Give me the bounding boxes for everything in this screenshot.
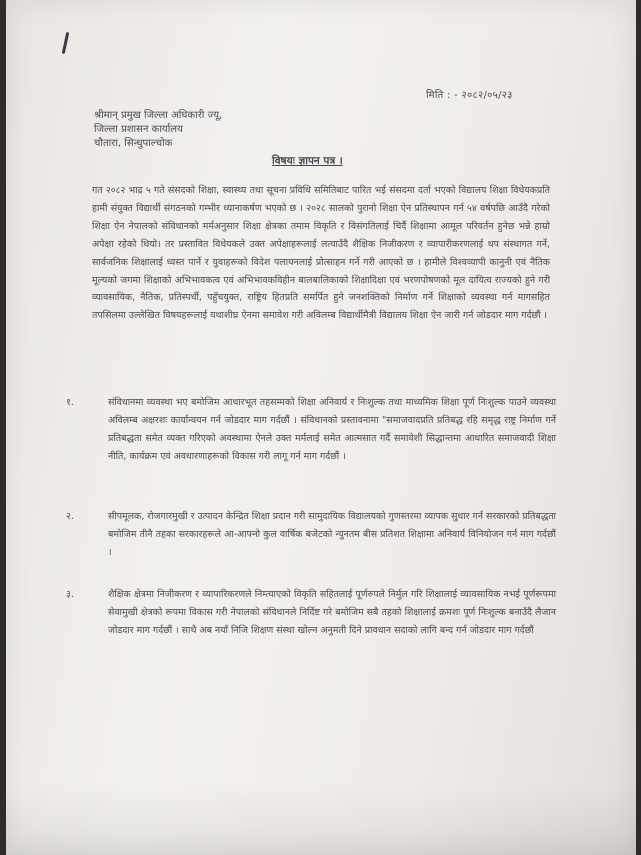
letter-date: मिति : - २०८२/०५/२३	[426, 90, 513, 101]
item-text: संविधानमा व्यवस्था भए बमोजिम आधारभूत तहसम्मको शिक्षा अनिवार्य र निःशुल्क तथा माध्यमिक शिक्षा पूर्ण निःशुल्क पाउने व्यवस्था अविलम्ब अक्षरशः कार्यान्वयन गर्न जोडदार माग गर्दछौं । संविधानको प्रस्तावनामा "समाजवादप्रति प्रतिबद्ध रहि समृद्ध राष्ट्र निर्माण गर्ने प्रतिबद्धता समेत व्यक्त गरिएको अवस्थामा ऐनले उक्त मर्मलाई समेत आत्मसात गर्दै समावेशी सिद्धान्तमा आधारित समाजवादी शिक्षा नीति, कार्यक्रम एवं अवधारणाहरूको विकास गरी लागू गर्न माग गर्दछौं ।	[108, 397, 556, 462]
recipient-office: जिल्ला प्रशासन कार्यालय	[94, 124, 183, 135]
recipient-location: चौतारा, सिन्धुपाल्चोक	[94, 138, 173, 149]
recipient-title: श्रीमान् प्रमुख जिल्ला अधिकारी ज्यू,	[94, 110, 223, 121]
letter-page	[6, 0, 636, 855]
paper-shadow	[6, 785, 636, 855]
letter-subject: विषयः ज्ञापन पत्र ।	[272, 155, 343, 167]
item-text: सीपमूलक, रोजगारमुखी र उत्पादन केन्द्रित शिक्षा प्रदान गरी सामुदायिक विद्यालयको गुणस्तरमा व्यापक सुधार गर्न सरकारको प्रतिबद्धता बमोजिम तीनै तहका सरकारहरूले आ-आफ्नो कुल वार्षिक बजेटको न्युनतम बीस प्रतिशत शिक्षामा अनिवार्य विनियोजन गर्न माग गर्दछौं ।	[108, 511, 556, 558]
pen-mark	[62, 32, 70, 54]
letter-body: गत २०८२ भाद्र ५ गते संसदको शिक्षा, स्वास्थ्य तथा सूचना प्रविधि समितिबाट पारित भई संसदमा दर्ता भएको विद्यालय शिक्षा विधेयकप्रति हामी संयुक्त विद्यार्थी संगठनको गम्भीर ध्यानाकर्षण भएको छ । २०२८ सालको पुरानो शिक्षा ऐन प्रतिस्थापन गर्न ५४ वर्षपछि आउँदै गरेको शिक्षा ऐन नेपालको संविधानको मर्मअनुसार शिक्षा क्षेत्रका तमाम विकृति र विसंगतिलाई चिर्दै शिक्षामा आमूल परिवर्तन हुनेछ भन्ने हाम्रो अपेक्षा रहेको थियो। तर प्रस्तावित विधेयकले उक्त अपेक्षाहरूलाई लत्याउँदै शैक्षिक निजीकरण र व्यापारीकरणलाई थप संस्थागत गर्ने, सार्वजनिक शिक्षालाई ध्वस्त पार्ने र युवाहरूको विदेश पलायनलाई प्रोत्साहन गर्ने गरी आएको छ । हामीले विश्वव्यापी कानुनी एवं नैतिक मूल्यको जगमा शिक्षाको अभिभावकत्व एवं अभिभावकविहीन बालबालिकाको शिक्षादिक्षा एवं भरणपोषणको मूल दायित्व राज्यको हुने गरी व्यावसायिक, नैतिक, प्रतिस्पर्धी, पहुँचयुक्त, राष्ट्रिय हितप्रति समर्पित हुने जनशक्तिको निर्माण गर्ने शिक्षाको व्यवस्था गर्न मागसहित तपसिलमा उल्लेखित विषयहरूलाई यथाशीघ्र ऐनमा समावेश गरी अविलम्ब विद्यार्थीमैत्री विद्यालय शिक्षा ऐन जारी गर्न जोडदार माग गर्दछौं ।	[92, 185, 550, 322]
item-number: ३.	[66, 589, 74, 600]
item-number: १.	[66, 397, 74, 408]
item-number: २.	[66, 511, 74, 522]
item-text: शैक्षिक क्षेत्रमा निजीकरण र व्यापारिकरणले निम्त्याएको विकृति सहितलाई पूर्णरुपले निर्मुल गरि शिक्षालाई व्यावसायिक नभई पूर्णरूपमा सेवामुखी क्षेत्रको रूपमा विकास गरी नेपालको संविधानले निर्दिष्ट गरे बमोजिम सबै तहको शिक्षालाई क्रमशः पूर्ण निःशुल्क बनाउँदै लैजान जोडदार माग गर्दछौं । साथै अब नयाँ निजि शिक्षण संस्था खोल्न अनुमती दिने प्रावधान सदाको लागि बन्द गर्न जोडदार माग गर्दछौं	[108, 589, 556, 636]
